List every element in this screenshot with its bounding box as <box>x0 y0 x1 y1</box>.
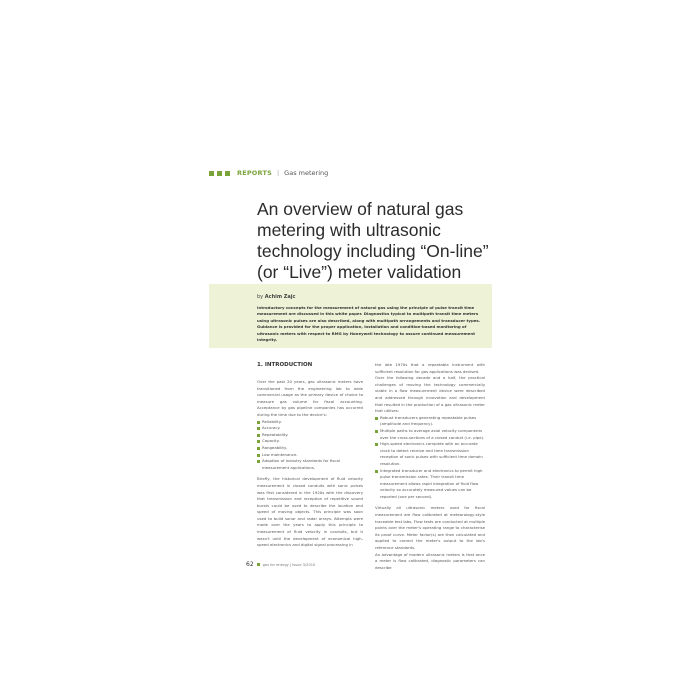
list-item: Capacity. <box>257 438 363 445</box>
list-item: Reliability. <box>257 419 363 426</box>
header-separator: | <box>276 169 280 177</box>
square-icon <box>225 171 230 176</box>
list-item: Multiple paths to average axial velocity components over the cross-sections of a closed conduit (i.e. pipe). <box>375 428 485 441</box>
byline-prefix: by <box>257 294 264 300</box>
list-item: Integrated transducer and electronics to permit high pulse transmission rates. Their transit time measurement allows rapid integration of fluid flow velocity so accurately measured values can be reported (one per second). <box>375 468 485 501</box>
list-item: Low maintenance. <box>257 452 363 459</box>
column-right <box>375 362 485 571</box>
intro-heading: 1. INTRODUCTION <box>257 362 313 368</box>
publication-info: gas for energy | Issue 3/2010 <box>262 562 316 567</box>
list-item: Adoption of industry standards for fiscal measurement applications. <box>257 458 363 471</box>
page-number: 62 <box>246 561 254 568</box>
author-name: Achim Zajc <box>264 294 296 300</box>
list-item: Repeatability. <box>257 432 363 439</box>
paragraph: Over the past 20 years, gas ultrasonic meters have transitioned from the engineering lab to wide commercial usage as the primary device of choice to measure gas volume for fiscal accounting. Acceptance by gas pipeline companies has occurred during the time due to the device's: <box>257 379 363 417</box>
section-header <box>209 169 328 177</box>
paragraph: Over the following decade and a half, the practical challenges of moving the technology commercially viable in a flow measurement device were described and addressed through innovation and development that resulted in the production of a gas ultrasonic meter that utilises: <box>375 375 485 414</box>
square-icon <box>217 171 222 176</box>
square-icon <box>209 171 214 176</box>
paragraph: Briefly, the historical development of fluid velocity measurement in closed conduits with sonic pulses was first considered in the 1920s with the discovery that transmission and reception of repetitive sound bursts could be used to describe the location and speed of moving objects. This principle was soon used to build sonar and radar arrays. Attempts were made over the years to apply this principle to measurement of fluid velocity in conduits, but it wasn't until the development of economical high-speed electronics and digital signal processing in <box>257 476 363 548</box>
bullet-list <box>257 419 363 472</box>
paragraph: An advantage of modern ultrasonic meters is that once a meter is flow calibrated, diagnostic parameters can describe <box>375 551 485 570</box>
list-item: High-speed electronics complete with an accurate clock to detect receive and time transmission reception of sonic pulses with sufficient time domain resolution. <box>375 441 485 467</box>
list-item: Robust transducers generating repeatable pulses (amplitude and frequency). <box>375 415 485 428</box>
bullet-list <box>375 415 485 501</box>
list-item: Rangeability. <box>257 445 363 452</box>
paragraph: Virtually all ultrasonic meters used for fiscal measurement are flow calibrated at meteorology-style traceable test labs. Flow tests are conducted at multiple points over the meter's operating range to characterise its proof curve. Meter factor(s) are then calculated and applied to correct the meter's output to the lab's reference standards. <box>375 505 485 551</box>
byline <box>257 294 295 300</box>
square-icon <box>257 563 260 566</box>
article-title: An overview of natural gas metering with ultrasonic technology including “On-line” (or “Live”) meter validation <box>257 199 489 282</box>
section-label: REPORTS <box>237 169 272 177</box>
column-left <box>257 362 363 549</box>
list-item: Accuracy. <box>257 425 363 432</box>
paragraph: the late 1970s that a repeatable instrument with sufficient resolution for gas applications was devised. <box>375 362 485 374</box>
abstract-text: Introductory concepts for the measurement of natural gas using the principle of pulse transit time measurement are discussed in this white paper. Diagnostics typical to multipath transit time meters using ultrasonic pulses are also described, along with multipath arrangements and transducer types. Guidance is provided for the proper application, installation and condition-based monitoring of ultrasonic meters with respect to RMG by Honeywell technology to assure continued measurement integrity. <box>257 305 481 343</box>
page-footer <box>246 561 315 568</box>
category-label: Gas metering <box>284 169 329 177</box>
